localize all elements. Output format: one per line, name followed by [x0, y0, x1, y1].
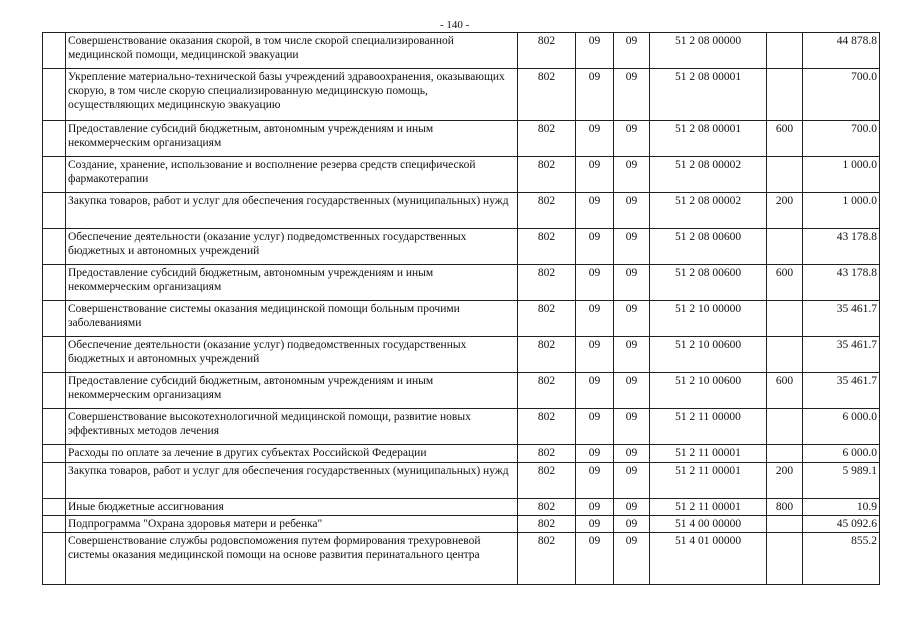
ministry-code-cell: 802 [518, 157, 576, 193]
target-article-cell: 51 2 10 00600 [650, 337, 767, 373]
subsection-code-cell: 09 [614, 121, 650, 157]
subsection-code-cell: 09 [614, 337, 650, 373]
expense-type-cell: 200 [767, 463, 803, 499]
expense-name-cell: Предоставление субсидий бюджетным, автономным учреждениям и иным некоммерческим организациям [66, 121, 518, 157]
row-index-cell [43, 33, 66, 69]
ministry-code-cell: 802 [518, 337, 576, 373]
amount-cell: 10.9 [803, 499, 880, 516]
subsection-code-cell: 09 [614, 69, 650, 121]
amount-cell: 1 000.0 [803, 193, 880, 229]
target-article-cell: 51 2 10 00000 [650, 301, 767, 337]
ministry-code-cell: 802 [518, 193, 576, 229]
subsection-code-cell: 09 [614, 193, 650, 229]
amount-cell: 1 000.0 [803, 157, 880, 193]
subsection-code-cell: 09 [614, 157, 650, 193]
expense-name-cell: Совершенствование системы оказания медицинской помощи больным прочими заболеваниями [66, 301, 518, 337]
ministry-code-cell: 802 [518, 69, 576, 121]
section-code-cell: 09 [576, 157, 614, 193]
row-index-cell [43, 157, 66, 193]
subsection-code-cell: 09 [614, 33, 650, 69]
expense-name-cell: Предоставление субсидий бюджетным, автономным учреждениям и иным некоммерческим организациям [66, 373, 518, 409]
subsection-code-cell: 09 [614, 265, 650, 301]
expense-name-cell: Подпрограмма "Охрана здоровья матери и ребенка" [66, 516, 518, 533]
expense-name-cell: Совершенствование оказания скорой, в том числе скорой специализированной медицинской помощи, медицинской эвакуации [66, 33, 518, 69]
subsection-code-cell: 09 [614, 499, 650, 516]
section-code-cell: 09 [576, 409, 614, 445]
ministry-code-cell: 802 [518, 516, 576, 533]
amount-cell: 35 461.7 [803, 337, 880, 373]
subsection-code-cell: 09 [614, 409, 650, 445]
table-row [43, 409, 880, 445]
ministry-code-cell: 802 [518, 533, 576, 585]
expense-name-cell: Укрепление материально-технической базы учреждений здравоохранения, оказывающих скорую, в том числе скорую специализированную медицинскую помощь, осуществляющих медицинскую эвакуацию [66, 69, 518, 121]
section-code-cell: 09 [576, 499, 614, 516]
table-row [43, 69, 880, 121]
expense-type-cell: 600 [767, 121, 803, 157]
expense-type-cell: 600 [767, 373, 803, 409]
table-row [43, 533, 880, 585]
subsection-code-cell: 09 [614, 516, 650, 533]
row-index-cell [43, 373, 66, 409]
target-article-cell: 51 2 08 00000 [650, 33, 767, 69]
ministry-code-cell: 802 [518, 499, 576, 516]
expense-type-cell [767, 516, 803, 533]
expense-name-cell: Создание, хранение, использование и восполнение резерва средств специфической фармакотерапии [66, 157, 518, 193]
amount-cell: 43 178.8 [803, 229, 880, 265]
row-index-cell [43, 121, 66, 157]
table-row [43, 516, 880, 533]
expense-type-cell [767, 301, 803, 337]
expense-name-cell: Совершенствование высокотехнологичной медицинской помощи, развитие новых эффективных методов лечения [66, 409, 518, 445]
section-code-cell: 09 [576, 265, 614, 301]
expense-name-cell: Совершенствование службы родовспоможения путем формирования трехуровневой системы оказания медицинской помощи на основе развития перинатального центра [66, 533, 518, 585]
amount-cell: 855.2 [803, 533, 880, 585]
row-index-cell [43, 265, 66, 301]
table-row [43, 121, 880, 157]
ministry-code-cell: 802 [518, 373, 576, 409]
section-code-cell: 09 [576, 193, 614, 229]
subsection-code-cell: 09 [614, 463, 650, 499]
ministry-code-cell: 802 [518, 265, 576, 301]
expense-type-cell: 800 [767, 499, 803, 516]
section-code-cell: 09 [576, 301, 614, 337]
target-article-cell: 51 2 08 00001 [650, 121, 767, 157]
row-index-cell [43, 193, 66, 229]
expense-type-cell: 600 [767, 265, 803, 301]
table-row [43, 157, 880, 193]
row-index-cell [43, 301, 66, 337]
expense-name-cell: Закупка товаров, работ и услуг для обеспечения государственных (муниципальных) нужд [66, 193, 518, 229]
target-article-cell: 51 2 11 00000 [650, 409, 767, 445]
target-article-cell: 51 2 11 00001 [650, 463, 767, 499]
subsection-code-cell: 09 [614, 445, 650, 463]
row-index-cell [43, 516, 66, 533]
ministry-code-cell: 802 [518, 33, 576, 69]
amount-cell: 44 878.8 [803, 33, 880, 69]
amount-cell: 43 178.8 [803, 265, 880, 301]
row-index-cell [43, 337, 66, 373]
table-row [43, 373, 880, 409]
target-article-cell: 51 2 08 00002 [650, 157, 767, 193]
amount-cell: 700.0 [803, 121, 880, 157]
expense-type-cell [767, 533, 803, 585]
amount-cell: 35 461.7 [803, 301, 880, 337]
section-code-cell: 09 [576, 373, 614, 409]
target-article-cell: 51 4 01 00000 [650, 533, 767, 585]
page-number: - 140 - [440, 19, 470, 31]
section-code-cell: 09 [576, 463, 614, 499]
section-code-cell: 09 [576, 445, 614, 463]
row-index-cell [43, 229, 66, 265]
ministry-code-cell: 802 [518, 121, 576, 157]
table-row [43, 193, 880, 229]
expense-name-cell: Обеспечение деятельности (оказание услуг) подведомственных государственных бюджетных и автономных учреждений [66, 229, 518, 265]
expense-name-cell: Расходы по оплате за лечение в других субъектах Российской Федерации [66, 445, 518, 463]
amount-cell: 6 000.0 [803, 409, 880, 445]
table-row [43, 229, 880, 265]
amount-cell: 35 461.7 [803, 373, 880, 409]
table-row [43, 33, 880, 69]
row-index-cell [43, 533, 66, 585]
ministry-code-cell: 802 [518, 445, 576, 463]
table-row [43, 301, 880, 337]
target-article-cell: 51 2 08 00600 [650, 229, 767, 265]
expense-type-cell [767, 337, 803, 373]
section-code-cell: 09 [576, 229, 614, 265]
section-code-cell: 09 [576, 69, 614, 121]
target-article-cell: 51 2 08 00002 [650, 193, 767, 229]
target-article-cell: 51 2 08 00600 [650, 265, 767, 301]
target-article-cell: 51 2 10 00600 [650, 373, 767, 409]
table-row [43, 499, 880, 516]
section-code-cell: 09 [576, 533, 614, 585]
ministry-code-cell: 802 [518, 409, 576, 445]
row-index-cell [43, 409, 66, 445]
section-code-cell: 09 [576, 121, 614, 157]
ministry-code-cell: 802 [518, 463, 576, 499]
expense-type-cell [767, 33, 803, 69]
row-index-cell [43, 69, 66, 121]
row-index-cell [43, 463, 66, 499]
target-article-cell: 51 2 11 00001 [650, 499, 767, 516]
ministry-code-cell: 802 [518, 229, 576, 265]
subsection-code-cell: 09 [614, 301, 650, 337]
target-article-cell: 51 2 11 00001 [650, 445, 767, 463]
target-article-cell: 51 2 08 00001 [650, 69, 767, 121]
table-row [43, 265, 880, 301]
section-code-cell: 09 [576, 516, 614, 533]
expense-name-cell: Обеспечение деятельности (оказание услуг) подведомственных государственных бюджетных и автономных учреждений [66, 337, 518, 373]
expense-name-cell: Иные бюджетные ассигнования [66, 499, 518, 516]
amount-cell: 45 092.6 [803, 516, 880, 533]
expense-type-cell [767, 69, 803, 121]
budget-table [42, 32, 880, 585]
row-index-cell [43, 445, 66, 463]
expense-type-cell [767, 445, 803, 463]
target-article-cell: 51 4 00 00000 [650, 516, 767, 533]
expense-type-cell [767, 229, 803, 265]
table-row [43, 445, 880, 463]
expense-name-cell: Предоставление субсидий бюджетным, автономным учреждениям и иным некоммерческим организациям [66, 265, 518, 301]
subsection-code-cell: 09 [614, 229, 650, 265]
table-row [43, 337, 880, 373]
ministry-code-cell: 802 [518, 301, 576, 337]
expense-name-cell: Закупка товаров, работ и услуг для обеспечения государственных (муниципальных) нужд [66, 463, 518, 499]
subsection-code-cell: 09 [614, 533, 650, 585]
table-row [43, 463, 880, 499]
expense-type-cell [767, 157, 803, 193]
amount-cell: 5 989.1 [803, 463, 880, 499]
expense-type-cell [767, 409, 803, 445]
section-code-cell: 09 [576, 33, 614, 69]
expense-type-cell: 200 [767, 193, 803, 229]
amount-cell: 700.0 [803, 69, 880, 121]
amount-cell: 6 000.0 [803, 445, 880, 463]
section-code-cell: 09 [576, 337, 614, 373]
subsection-code-cell: 09 [614, 373, 650, 409]
row-index-cell [43, 499, 66, 516]
